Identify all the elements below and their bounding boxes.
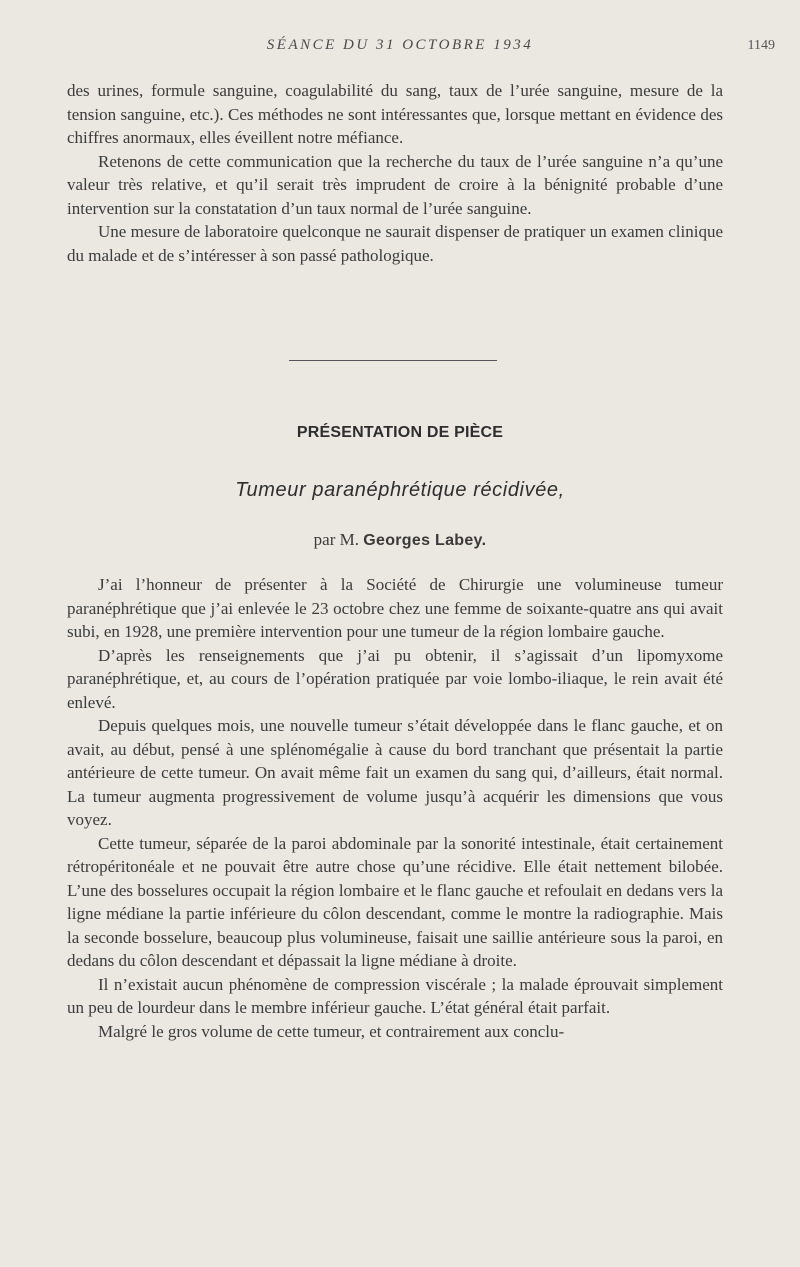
page-number: 1149 [747,38,775,53]
section-heading: PRÉSENTATION DE PIÈCE [296,424,504,441]
article-title: Tumeur paranéphrétique récidivée, [235,479,565,501]
author-name: Georges Labey. [363,532,487,549]
intro-paragraph: des urines, formule sanguine, coagulabilité du sang, taux de l’urée sanguine, mesure de la tension sanguine, etc.). Ces méthodes ne sont intéressantes que, lorsque mettant en évidence des chiffres anormaux, elles éveillent notre méfiance. [67,81,723,147]
article-paragraph: Il n’existait aucun phénomène de compression viscérale ; la malade éprouvait simplement un peu de lourdeur dans le membre inférieur gauche. L’état général était parfait. [67,974,723,1017]
article-paragraph: J’ai l’honneur de présenter à la Société de Chirurgie une volumineuse tumeur paranéphrétique que j’ai enlevée le 23 octobre chez une femme de soixante-quatre ans qui avait subi, en 1928, une première intervention pour une tumeur de la région lombaire gauche. [67,575,723,641]
intro-text-block [67,79,723,267]
article-paragraph: Depuis quelques mois, une nouvelle tumeur s’était développée dans le flanc gauche, et on avait, au début, pensé à une splénomégalie à cause du bord tranchant que présentait la partie antérieure de cette tumeur. On avait même fait un examen du sang qui, d’ailleurs, était normal. La tumeur augmenta progressivement de volume jusqu’à acquérir les dimensions que vous voyez. [67,716,723,829]
article-paragraph: Cette tumeur, séparée de la paroi abdominale par la sonorité intestinale, était certainement rétropéritonéale et ne pouvait être autre chose qu’une récidive. Elle était nettement bilobée. L’une des bosselures occupait la région lombaire et le flanc gauche et refoulait en dedans vers la ligne médiane la partie inférieure du côlon descendant, comme le montre la radiographie. Mais la seconde bosselure, beaucoup plus volumineuse, faisait une saillie antérieure sous la paroi, en dedans du côlon descendant et dépassait la ligne médiane à droite. [67,833,723,970]
running-header [0,37,800,59]
intro-paragraph: Retenons de cette communication que la recherche du taux de l’urée sanguine n’a qu’une valeur très relative, et qu’il serait très imprudent de croire à la bénignité probable d’une intervention sur la constatation d’un taux normal de l’urée sanguine. [67,151,723,218]
article-paragraph: D’après les renseignements que j’ai pu obtenir, il s’agissait d’un lipomyxome paranéphrétique, et, au cours de l’opération pratiquée par voie lombo-iliaque, le rein avait été enlevé. [67,645,723,712]
byline [0,530,800,550]
section-divider [289,360,497,361]
intro-paragraph: Une mesure de laboratoire quelconque ne saurait dispenser de pratiquer un examen clinique du malade et de s’intéresser à son passé pathologique. [67,222,723,265]
running-title: SÉANCE DU 31 OCTOBRE 1934 [266,37,534,53]
byline-prefix: par M. [313,530,359,549]
article-paragraph: Malgré le gros volume de cette tumeur, et contrairement aux conclu- [98,1021,565,1041]
article-text-block [67,573,723,1043]
